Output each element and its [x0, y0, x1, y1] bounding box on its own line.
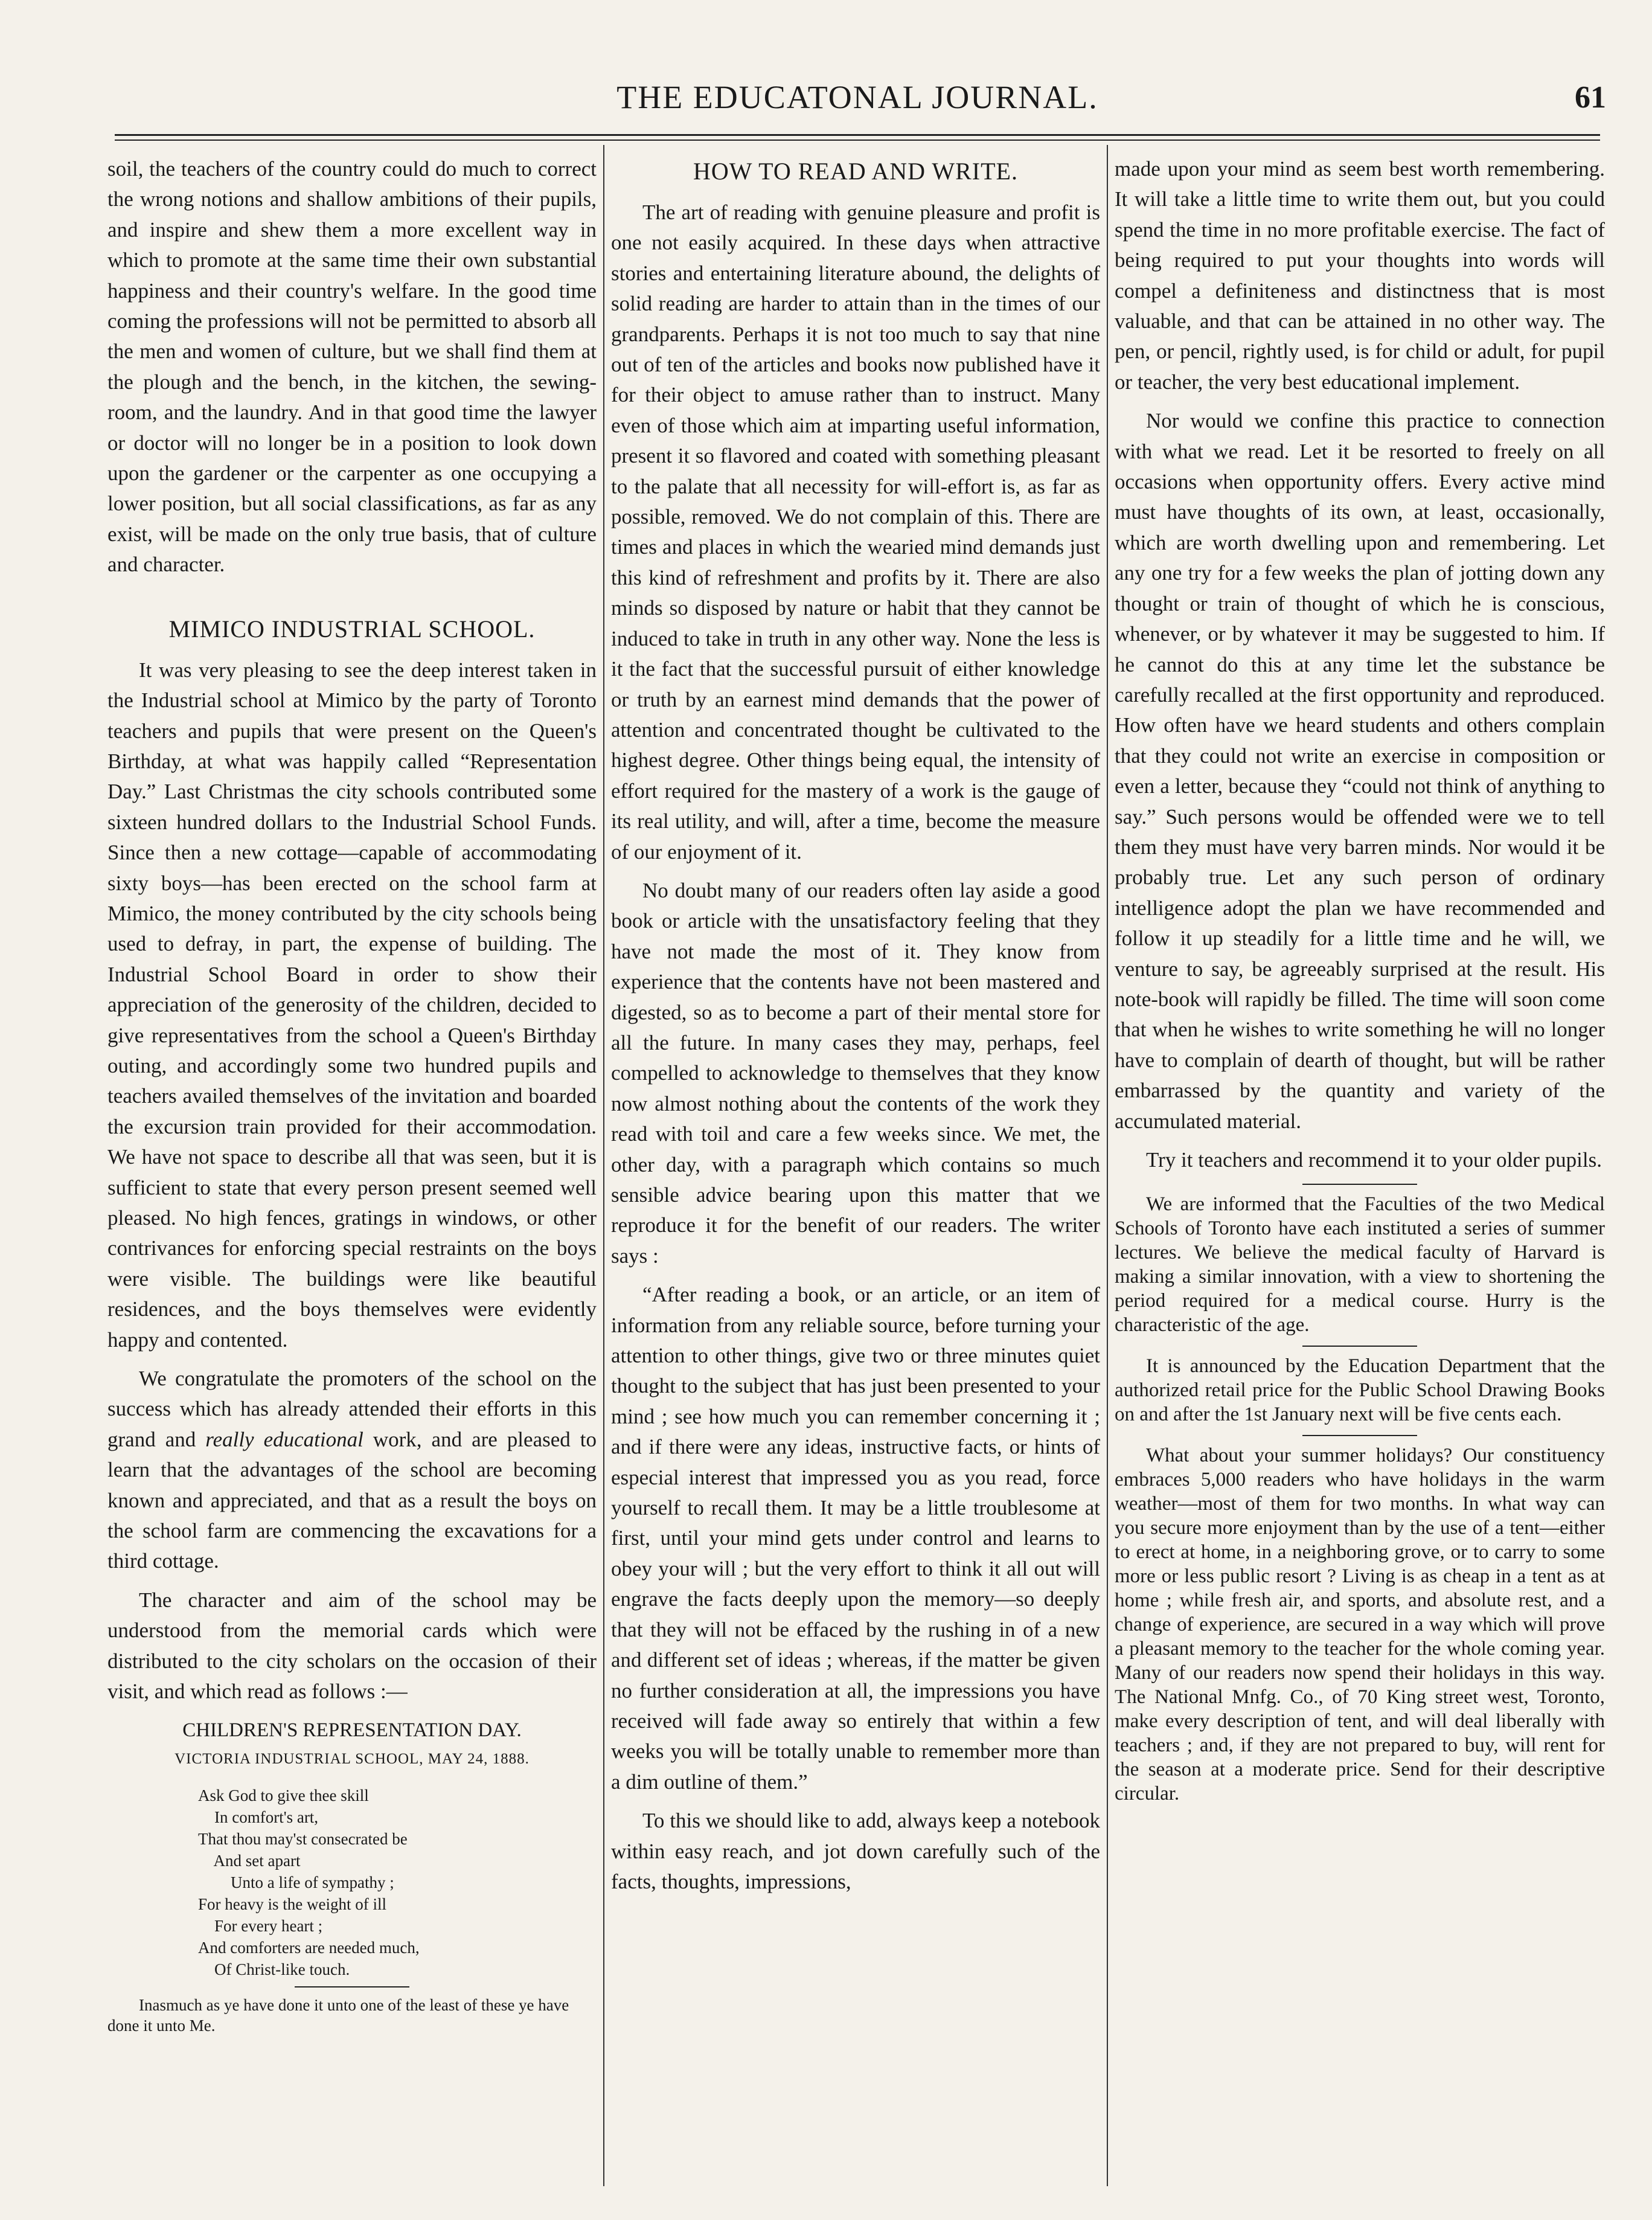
divider: [1302, 1435, 1417, 1436]
paragraph: It was very pleasing to see the deep interest taken in the Industrial school at Mimico by the party of Toronto teachers and pupils that were present on the Queen's Birthday, at what was happily called “Representation Day.” Last Christmas the city schools contributed some sixteen hundred dollars to the Industrial School Funds. Since then a new cottage—capable of accommodating sixty boys—has been erected on the school farm at Mimico, the money contributed by the city schools being used to defray, in part, the expense of building. The Industrial School Board in order to show their appreciation of the generosity of the children, decided to give representatives from the school a Queen's Birthday outing, and accordingly some two hundred pupils and teachers availed themselves of the invitation and boarded the excursion train provided for their accommodation. We have not space to describe all that was seen, but it is sufficient to state that every person present seemed well pleased. No high fences, gratings in windows, or other contrivances for enforcing special restraints on the boys were visible. The buildings were like beautiful residences, and the boys themselves were evidently happy and contented.: [107, 658, 597, 1352]
column-divider: [1107, 145, 1108, 2186]
poem: [198, 1785, 597, 1980]
paragraph: No doubt many of our readers often lay aside a good book or article with the unsatisfactory feeling that they have not made the most of it. They know from experience that the contents have not been mastered and digested, so as to become a part of their mental store for all the future. In many cases they may, perhaps, feel compelled to acknowledge to themselves that they know now almost nothing about the contents of the work they read with toil and care a few weeks since. We met, the other day, with a paragraph which contains so much sensible advice bearing upon this matter that we reproduce it for the benefit of our readers. The writer says :: [611, 878, 1100, 1268]
paragraph: To this we should like to add, always keep a notebook within easy reach, and jot down carefully such of the facts, thoughts, impressions,: [611, 1809, 1100, 1893]
journal-title: THE EDUCATONAL JOURNAL.: [616, 79, 1098, 115]
poem-line: Ask God to give thee skill: [198, 1786, 369, 1805]
paragraph: made upon your mind as seem best worth remembering. It will take a little time to write them out, but you could spend the time in no more profitable exercise. The fact of being required to put your thoughts into words will compel a definiteness and distinctness that is most valuable, and that can be attained in no other way. The pen, or pencil, rightly used, is for child or adult, for pupil or teacher, the very best educational implement.: [1115, 157, 1605, 394]
column-divider: [603, 145, 604, 2186]
column-left: [107, 154, 597, 2195]
paragraph: Try it teachers and recommend it to your older pupils.: [1146, 1148, 1602, 1172]
header-rule-secondary: [115, 140, 1600, 141]
poem-line: And comforters are needed much,: [198, 1938, 420, 1957]
card-subtitle: VICTORIA INDUSTRIAL SCHOOL, MAY 24, 1888.: [174, 1750, 530, 1767]
poem-line: That thou may'st consecrated be: [198, 1829, 408, 1848]
page-header: [109, 79, 1606, 127]
column-middle: [611, 154, 1100, 2195]
paragraph: soil, the teachers of the country could do much to correct the wrong notions and shallow ambitions of their pupils, and inspire and shew them a more excellent way in which to promote at the same time their own substantial happiness and their country's welfare. In the good time coming the professions will not be permitted to absorb all the men and women of culture, but we shall find them at the plough and the bench, in the kitchen, the sewing-room, and the laundry. And in that good time the lawyer or doctor will no longer be in a position to look down upon the gardener or the carpenter as one occupying a lower position, but all social classifications, as far as any exist, will be made on the only true basis, that of culture and character.: [107, 157, 597, 577]
news-item-drawing-books: It is announced by the Education Department that the authorized retail price for the Public School Drawing Books on and after the 1st January next will be five cents each.: [1115, 1355, 1605, 1426]
page-number: 61: [1575, 80, 1606, 115]
news-item-medical-schools: We are informed that the Faculties of the two Medical Schools of Toronto have each instituted a series of summer lectures. We believe the medical faculty of Harvard is making a similar innovation, with a view to shortening the period required for a medical course. Hurry is the characteristic of the age.: [1115, 1193, 1605, 1336]
paragraph: Nor would we confine this practice to connection with what we read. Let it be resorted to freely on all occasions when opportunity offers. Every active mind must have thoughts of its own, at least, occasionally, which are worth dwelling upon and remembering. Let any one try for a few weeks the plan of jotting down any thought or train of thought of which he is conscious, whenever, or by whatever it may be suggested to him. If he cannot do this at any time let the substance be carefully recalled at the first opportunity and reproduced. How often have we heard students and others complain that they could not write an exercise in composition or even a letter, because they “could not think of anything to say.” Such persons would be offended were we to tell them they must have very barren minds. Nor would it be probably true. Let any such person of ordinary intelligence adopt the plan we have recommended and follow it up steadily for a little time and he will, we venture to say, be agreeably surprised at the result. His note-book will rapidly be filled. The time will soon come that when he wishes to write something he will no longer have to complain of dearth of thought, but will be rather embarrassed by the quantity and variety of the accumulated material.: [1115, 409, 1605, 1133]
poem-line: In comfort's art,: [198, 1808, 319, 1826]
divider: [1302, 1346, 1417, 1347]
column-right: [1115, 154, 1605, 2195]
text-run: We congratulate the promoters of the school on the success which has already attended their efforts in this grand and: [107, 1367, 597, 1451]
poem-line: For heavy is the weight of ill: [198, 1894, 386, 1913]
poem-line: For every heart ;: [198, 1916, 323, 1935]
section-heading-mimico: MIMICO INDUSTRIAL SCHOOL.: [168, 615, 536, 643]
divider: [295, 1986, 409, 1987]
poem-line: Unto a life of sympathy ;: [198, 1873, 394, 1891]
paragraph: [107, 1364, 597, 1577]
emphasis: really educational: [205, 1427, 363, 1451]
paragraph: The art of reading with genuine pleasure and profit is one not easily acquired. In these days when attractive stories and entertaining literature abound, the delights of solid reading are harder to attain than in the times of our grandparents. Perhaps it is not too much to say that nine out of ten of the articles and books now published have it for their object to amuse rather than to instruct. Many even of those which aim at imparting useful information, present it so flavored and coated with something pleasant to the palate that all necessity for will-effort is, as far as possible, removed. We do not complain of this. There are times and places in which the wearied mind demands just this kind of refreshment and profits by it. There are also minds so disposed by nature or habit that they cannot be induced to take in truth in any other way. None the less is it the fact that the successful pursuit of either knowledge or truth by an earnest mind demands that the power of attention and concentrated thought be cultivated to the highest degree. Other things being equal, the intensity of effort required for the mastery of a work is the gauge of its real utility, and will, after a time, become the measure of our enjoyment of it.: [611, 201, 1100, 864]
quotation-paragraph: “After reading a book, or an article, or an item of information from any reliable source, before turning your attention to other things, give two or three minutes quiet thought to the subject that has just been presented to your mind ; see how much you can remember concerning it ; and if there were any ideas, instructive facts, or hints of especial interest that impressed you as you read, force yourself to recall them. It may be a little troublesome at first, until your mind gets under control and learns to obey your will ; but the very effort to think it all out will engrave the facts deeply upon the memory—so deeply that they will not be effaced by the rushing in of a new and different set of ideas ; whereas, if the matter be given no further consideration at all, the impressions you have received will fade away so entirely that within a few weeks you will be totally unable to remember more than a dim outline of them.”: [611, 1283, 1100, 1794]
card-title: CHILDREN'S REPRESENTATION DAY.: [182, 1719, 522, 1741]
closing-verse: Inasmuch as ye have done it unto one of the least of these ye have done it unto Me.: [107, 1995, 569, 2035]
news-item-summer-holidays: What about your summer holidays? Our constituency embraces 5,000 readers who have holidays in the warm weather—most of them for two months. In what way can you secure more enjoyment than by the use of a tent—either to erect at home, in a neighboring grove, or to carry to some more or less public resort ? Living is as cheap in a tent as at home ; while fresh air, and sports, and absolute rest, and a change of experience, are secured in a way which will prove a pleasant memory to the teacher for the whole coming year. Many of our readers now spend their holidays in this way. The National Mnfg. Co., of 70 King street west, Toronto, make every description of tent, and will deal liberally with teachers ; and, if they are not prepared to buy, will rent for the season at a moderate price. Send for their descriptive circular.: [1115, 1445, 1605, 1805]
divider: [1302, 1184, 1417, 1185]
text-run: work, and are pleased to learn that the advantages of the school are becoming known and appreciated, and that as a result the boys on the school farm are commencing the excavations for a third cottage.: [107, 1427, 597, 1573]
header-rule: [115, 134, 1600, 136]
paragraph: The character and aim of the school may be understood from the memorial cards which were distributed to the city scholars on the occasion of their visit, and which read as follows :—: [107, 1588, 597, 1704]
section-heading-read-write: HOW TO READ AND WRITE.: [693, 158, 1018, 185]
poem-line: And set apart: [198, 1851, 301, 1870]
poem-line: Of Christ-like touch.: [198, 1960, 350, 1978]
